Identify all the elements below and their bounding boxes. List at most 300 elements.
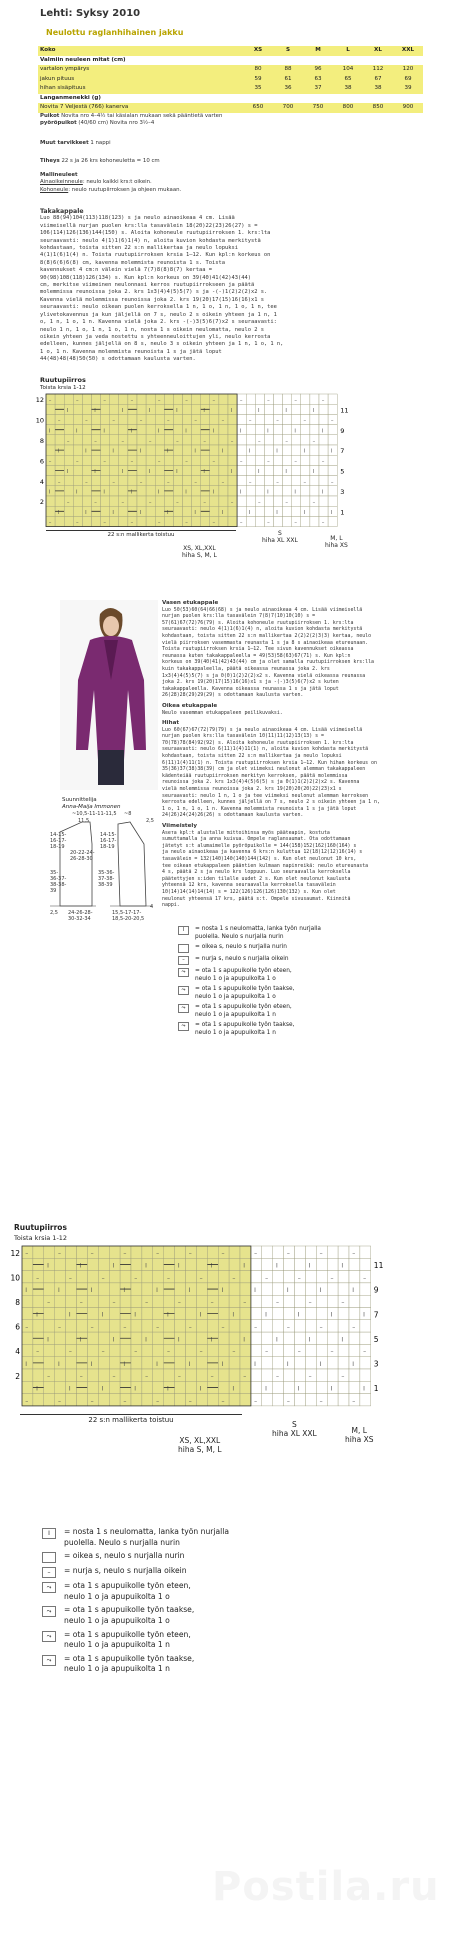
stitch-mark: –	[352, 1397, 356, 1405]
schem-body-side: 35- 36-37- 38-38- 39	[50, 870, 67, 894]
chart-cell	[228, 465, 237, 475]
stitch-mark: –	[68, 1274, 72, 1282]
chart-cell	[301, 455, 310, 465]
stitch-mark: –	[156, 1324, 160, 1332]
chart-cell	[218, 1369, 229, 1381]
chart-cell	[22, 1308, 33, 1320]
chart-cell	[305, 1381, 316, 1393]
table-row: Novita 7 Veljestä (766) kanerva 650 700 750 800 850 900	[38, 103, 423, 113]
chart-cell	[310, 425, 319, 435]
table-row: jakun pituus 59 61 63 65 67 69	[38, 75, 423, 85]
chart-cell	[264, 425, 273, 435]
chart-cell	[305, 1357, 316, 1369]
chart-cell	[82, 435, 91, 445]
stitch-mark: –	[57, 479, 61, 486]
stitch-mark: I	[134, 1311, 137, 1319]
stitch-mark: –	[57, 418, 61, 425]
row-label: 10	[35, 416, 44, 425]
chart-cell	[73, 425, 82, 435]
chart-cell	[142, 1394, 153, 1406]
stitch-mark: –	[221, 1250, 225, 1258]
chart-cell	[64, 455, 73, 465]
stitch-mark: –	[239, 397, 243, 404]
chart-cell	[33, 1394, 44, 1406]
chart-cell	[142, 1320, 153, 1332]
stitch-mark: –	[121, 499, 125, 506]
chart-cell	[360, 1283, 371, 1295]
chart-cell	[316, 1381, 327, 1393]
chart-cell	[327, 1295, 338, 1307]
stitch-mark: I	[112, 509, 114, 516]
stitch-mark: –	[188, 1397, 192, 1405]
chart-cell	[305, 1332, 316, 1344]
chart-cell	[310, 455, 319, 465]
stitch-symbol-icon: I	[42, 1528, 56, 1539]
chart-cell	[183, 404, 192, 414]
text-line: päätettyjen s:iden tilalle uudet 2 s. Kun olet neulonut kaulusta	[162, 875, 351, 882]
left-front-instructions: Vasen etukappale Luo 50(53)60(64)66(68) s ja neulo ainaoikeaa 4 cm. Lisää viimeisellä nurjan puolen krs:lla tasavälein 7(8)7(10)10(10) s = 57(61)67(72)76(79) s. Aloita kohoneule ruutupiirroksen 1. krs:lta seuraavasti: neulo 4(1)1(6)1(4) n, aloita kuvion kohdasta merkitystä kohdastaan, toista sitten 22 s:n mallikertaa 2(2)2(2)3(3) kertaa, neulo vielä piirroksen vasemmasta reunasta 1 s ja 8 s ainaoikeaa etureunaan. Toista ruutupiirroksen krsia 1–12. Tee sivun kavennukset oikeassa reunassa kuten takakappaleella = 49(53)58(63)67(71) s. Kun kpl:n korkeus on 39(40)41(42)43(44) cm ja olet samalla ruutupiirroksen krs:lla kuin takakappaleella, päätä oikeassa reunassa joka 2. krs 1x3(4)4(5)5(7) s ja 0(0)1(2)2(2)x2 s. Kavenna vielä oikeassa reunassa joka 2. krs 19(20)17(15)16(16)x1 s ja -(-)3(5)6(7)x2 s kuten takakappaleella. Kavenna oikeassa reunassa 1 s ja jätä loput 26(28)28(29)29(29) s odottamaan kaulusta varten. Oikea etukappale Neulo vasemman etukappaleen peilikuvaksi. Hihat Luo 60(67)67(72)79(79) s ja neulo ainaoikeaa 4 cm. Lisää viimeisellä nurjan puolen krs:lla tasavälein 10(11)11(12)13(13) s = 70(78)78(84)92(92) s. Aloita kohoneule ruutupiirroksen 1. krs:lta seuraavasti: neulo 6(11)1(4)11(1) n, aloita kuvion kohdasta merkitystä kohdastaan, toista sitten 22 s:n mallikertaa ja neulo lopuksi 6(11)1(4)11(1) n. Toista ruutupiirroksen krsia 1–12. Kun hihan korkeus on 35(36)37(38)38(39) cm ja olet viimeksi neulonut alemman takakappaleen kädenteiää ruutupiirroksen merkityn kerroksen, päätä molemmissa reunoissa joka 2. krs 1x3(4)4(5)6(5) s ja 0(1)1(2)2(2)x2 s. Kavenna vielä molemmissa reunoissa joka 2. krs 19(20)20(20)22(23)x1 s seuraavasti: neulo 1 n, 1 o ja tee viimeksi neulonut alemman kerroksen kerrosta edelleen, kunnes jäljellä on 7 s, neulo 2 s oikein yhteen ja 1 n, 1 o, 1 n, 1 o, 1 n. Kavenna molemmista reunoista 1 s ja jätä loput 24(26)24(24)26(26) s odottamaan kaulusta varten. Viimeistely Asета kpl:t alustalle mittoihinsa myös pääteapin, kostuta sumuttamalla ja anna kuivua. Ompele raglansaumat. Ota odottamaan jätetyt s:t alumaimelle pyöröpuikolle = 144(158)152(162)160(164) s ja neulo ainaoikeaa ja kavenna 6 krs:n kuluttua 12(18)12(12)16(14) s tasavälein = 132(140)140(140)144(142) s. Kun olet neulonut 10 krs, tee oikean etukappaleen pääntien kulmaan napinreikä: neulo etureunasta 4 s, päätä 2 s ja neulo krs loppuun. Luo seuraavalla kerroksella päätettyjen s:iden tilalle uudet 2 s. Kun olet neulonut kaulusta yhteensä 12 krs, kavenna seuraavalla kerroksella tasavälein 10(14)14(14)14(14) s = 122(126)126(126)130(132) s. Kun olet neulonut yhteensä 17 krs, päätä s:t. Ompele sivusaumat. Kiinnitä nappi.	[162, 600, 407, 909]
stitch-mark: –	[112, 1299, 116, 1307]
chart-cell	[328, 455, 337, 465]
chart-cell	[274, 506, 283, 516]
chart-cell	[273, 1357, 284, 1369]
chart-cell	[264, 465, 273, 475]
chart-cell	[109, 1283, 120, 1295]
chart-cell	[310, 414, 319, 424]
chart-cell	[240, 1308, 251, 1320]
chart-cell	[153, 1308, 164, 1320]
chart-cell	[137, 455, 146, 465]
stitch-mark: I	[79, 1336, 82, 1344]
legend-item: ⤳ = ota 1 s apupuikolle työn eteen, neulo 1 o ja apupuikolta 1 n	[42, 1630, 302, 1651]
chart-cell	[153, 1369, 164, 1381]
chart-cell	[240, 1258, 251, 1270]
stitch-mark: I	[166, 1311, 169, 1319]
chart-cell	[98, 1308, 109, 1320]
legend-item: ⤳ = ota 1 s apupuikolle työn taakse, neulo 1 o ja apupuikolta 1 n	[42, 1654, 302, 1675]
stitch-mark: I	[121, 469, 124, 476]
stitch-mark: I	[157, 428, 160, 435]
chart-cell	[240, 1344, 251, 1356]
chart-cell	[301, 394, 310, 404]
chart-cell	[262, 1381, 273, 1393]
chart-cell	[22, 1258, 33, 1270]
chart-cell	[183, 435, 192, 445]
chart2-repeat: 22 s:n mallikerta toistuu	[20, 1410, 242, 1424]
stitch-mark: –	[36, 1348, 40, 1356]
text-line: reunoissa joka 2. krs 1x3(4)4(5)6(5) s ja 0(1)1(2)2(2)x2 s. Kavenna	[162, 779, 360, 786]
stitch-mark: I	[210, 1336, 213, 1344]
stitch-mark: –	[79, 1373, 83, 1381]
chart-cell	[338, 1357, 349, 1369]
chart-cell	[110, 445, 119, 455]
chart-cell	[55, 1381, 66, 1393]
chart-cell	[327, 1332, 338, 1344]
stitch-mark: I	[185, 428, 187, 435]
stitch-mark: I	[212, 489, 215, 496]
chart-cell	[183, 486, 192, 496]
stitch-mark: I	[188, 1360, 191, 1368]
chart-cell	[98, 1283, 109, 1295]
stitch-mark: I	[297, 1385, 300, 1393]
chart-cell	[360, 1394, 371, 1406]
stitch-mark: I	[130, 489, 133, 496]
stitch-mark: –	[130, 458, 134, 465]
chart-cell	[153, 1271, 164, 1283]
chart-cell	[301, 465, 310, 475]
stitch-mark: I	[239, 428, 242, 435]
chart-cell	[131, 1308, 142, 1320]
chart-cell	[146, 465, 155, 475]
chart-cell	[255, 465, 264, 475]
chart-cell	[301, 435, 310, 445]
text-line: takakappaleella. Kavenna oikeassa reunassa 1 s ja jätä loput	[162, 685, 339, 692]
stitch-mark: –	[57, 1397, 61, 1405]
chart-cell	[119, 404, 128, 414]
chart-cell	[219, 394, 228, 404]
chart-cell	[229, 1357, 240, 1369]
stitch-mark: I	[308, 1262, 311, 1270]
chart-cell	[283, 394, 292, 404]
stitch-mark: –	[199, 1348, 203, 1356]
text-line: nurjan puolen krs:lla tasavälein 10(11)11(12)13(13) s =	[162, 733, 324, 740]
chart-cell	[192, 455, 201, 465]
stitch-mark: –	[103, 397, 106, 404]
stitch-mark: –	[166, 1274, 170, 1282]
text-line: seuraavasti: neulo 6(11)1(4)11(1) n, aloita kuvion kohdasta merkitystä	[162, 746, 369, 753]
stitch-mark: I	[57, 509, 60, 516]
chart-cell	[228, 516, 237, 526]
chart-cell	[192, 425, 201, 435]
chart-cell	[264, 496, 273, 506]
chart-cell	[186, 1258, 197, 1270]
chart-cell	[146, 506, 155, 516]
chart-cell	[219, 455, 228, 465]
stitch-mark: –	[112, 418, 116, 425]
chart-cell	[44, 1308, 55, 1320]
chart-cell	[295, 1246, 306, 1258]
text-line: 8(8)6(6)6(8) cm, kavenna molemmista reunoista 1 s. Toista	[40, 259, 225, 266]
stitch-mark: I	[230, 469, 233, 476]
patterns-info: Mallineuleet Ainaoikeinneule: neulo kaikki krs:t oikein. Kohoneule: neulo ruutupiirroksen ja ohjeen mukaan.	[40, 172, 182, 193]
chart-cell	[142, 1332, 153, 1344]
text-line: kädenteiää ruutupiirroksen merkityn kerroksen, päätä molemmissa	[162, 772, 348, 779]
chart-cell	[328, 445, 337, 455]
chart-cell	[338, 1283, 349, 1295]
chart-cell	[82, 455, 91, 465]
chart-cell	[196, 1295, 207, 1307]
stitch-mark: –	[286, 1324, 290, 1332]
chart-cell	[228, 425, 237, 435]
chart-cell	[273, 1381, 284, 1393]
chart-cell	[183, 465, 192, 475]
chart-cell	[201, 455, 210, 465]
stitch-mark: –	[285, 499, 288, 506]
chart-cell	[183, 476, 192, 486]
stitch-mark: –	[303, 418, 307, 425]
row-label: 11	[373, 1261, 384, 1271]
row-label: 8	[15, 1298, 20, 1308]
chart-cell	[186, 1369, 197, 1381]
chart-cell	[110, 486, 119, 496]
chart-cell	[64, 445, 73, 455]
chart-cell	[33, 1246, 44, 1258]
chart-cell	[183, 496, 192, 506]
chart-cell	[119, 414, 128, 424]
stitch-mark: I	[148, 469, 151, 476]
chart-cell	[264, 404, 273, 414]
chart-cell	[142, 1344, 153, 1356]
chart-cell	[131, 1332, 142, 1344]
chart-cell	[109, 1271, 120, 1283]
chart-cell	[310, 476, 319, 486]
chart-cell	[73, 414, 82, 424]
chart-cell	[255, 476, 264, 486]
stitch-mark: –	[330, 418, 334, 425]
chart-cell	[210, 435, 219, 445]
chart-cell	[109, 1258, 120, 1270]
chart-cell	[98, 1258, 109, 1270]
chart-cell	[219, 404, 228, 414]
stitch-mark: I	[330, 509, 333, 516]
stitch-mark: I	[57, 448, 60, 455]
chart-cell	[142, 1308, 153, 1320]
chart-cell	[87, 1332, 98, 1344]
chart-cell	[55, 394, 64, 404]
text-line: ja neulo ainaoikeaa ja kavenna 6 krs:n kuluttua 12(18)12(12)16(14) s	[162, 849, 363, 856]
chart-cell	[175, 1271, 186, 1283]
chart-cell	[295, 1320, 306, 1332]
chart-cell	[192, 394, 201, 404]
chart-cell	[246, 394, 255, 404]
stitch-mark: I	[177, 1262, 180, 1270]
stitch-mark: I	[303, 448, 306, 455]
chart-cell	[316, 1283, 327, 1295]
chart-cell	[218, 1344, 229, 1356]
chart-cell	[173, 465, 182, 475]
chart-cell	[305, 1258, 316, 1270]
stitch-mark: –	[352, 1324, 356, 1332]
chart-cell	[264, 435, 273, 445]
back-lines	[40, 215, 430, 363]
chart-cell	[301, 506, 310, 516]
chart-cell	[101, 445, 110, 455]
chart-cell	[153, 1258, 164, 1270]
chart-cell	[251, 1332, 262, 1344]
chart-cell	[349, 1332, 360, 1344]
chart-cell	[22, 1369, 33, 1381]
chart-cell	[251, 1357, 262, 1369]
chart-cell	[360, 1369, 371, 1381]
chart-cell	[55, 1344, 66, 1356]
stitch-mark: –	[47, 1299, 51, 1307]
chart-cell	[173, 476, 182, 486]
chart-cell	[262, 1295, 273, 1307]
stitch-mark: –	[156, 1250, 160, 1258]
stitch-mark: –	[330, 479, 334, 486]
chart-cell	[316, 1271, 327, 1283]
stitch-mark: –	[130, 397, 134, 404]
text-line: sumuttamalla ja anna kuivua. Ompele raglansaumat. Ota odottamaan	[162, 836, 351, 843]
chart-cell	[283, 414, 292, 424]
chart-cell	[120, 1295, 131, 1307]
chart-cell	[146, 425, 155, 435]
chart-cell	[155, 414, 164, 424]
chart-cell	[229, 1295, 240, 1307]
stitch-mark: I	[294, 489, 296, 496]
schem-left: 14-15- 16-17- 18-19	[50, 832, 67, 850]
stitch-mark: –	[57, 1250, 61, 1258]
stitch-mark: I	[258, 407, 260, 414]
chart-cell	[186, 1344, 197, 1356]
text-line: kuin takakappaleella, päätä oikeassa reunassa joka 2. krs	[162, 665, 330, 672]
stitch-mark: –	[176, 438, 179, 445]
stitch-mark: I	[176, 469, 178, 476]
chart-cell	[33, 1369, 44, 1381]
chart-cell	[327, 1258, 338, 1270]
chart-cell	[66, 1332, 77, 1344]
chart-cell	[87, 1381, 98, 1393]
chart-cell	[251, 1258, 262, 1270]
chart-cell	[22, 1357, 33, 1369]
stitch-mark: –	[308, 1373, 312, 1381]
text-line: seuraavasti: neulo 4(1)1(6)1(4) n, aloita kuvion kohdasta merkitystä	[40, 237, 261, 244]
chart-cell	[283, 455, 292, 465]
chart-cell	[73, 404, 82, 414]
stitch-mark: –	[258, 499, 261, 506]
stitch-mark: –	[276, 418, 279, 425]
chart-cell	[87, 1295, 98, 1307]
stitch-mark: I	[352, 1287, 355, 1295]
stitch-mark: I	[276, 509, 278, 516]
stitch-mark: I	[145, 1336, 147, 1344]
chart-cell	[316, 1344, 327, 1356]
chart-cell	[328, 394, 337, 404]
stitch-mark: I	[286, 1360, 289, 1368]
chart-cell	[155, 506, 164, 516]
chart-cell	[295, 1369, 306, 1381]
chart-cell	[310, 506, 319, 516]
stitch-mark: –	[330, 1348, 334, 1356]
stitch-mark: I	[248, 448, 251, 455]
chart-cell	[192, 465, 201, 475]
chart-cell	[153, 1295, 164, 1307]
chart-cell	[164, 1369, 175, 1381]
stitch-mark: I	[258, 469, 260, 476]
chart-cell	[319, 445, 328, 455]
stitch-mark: –	[286, 1250, 290, 1258]
stitch-symbol-icon	[178, 944, 189, 953]
chart-cell	[186, 1308, 197, 1320]
stitch-mark: –	[294, 520, 298, 527]
stitch-mark: I	[199, 1385, 202, 1393]
stitch-mark: I	[90, 1287, 93, 1295]
chart-cell	[251, 1295, 262, 1307]
chart-cell	[146, 404, 155, 414]
chart-cell	[284, 1332, 295, 1344]
row-label: 3	[340, 487, 345, 496]
chart-cell	[284, 1308, 295, 1320]
text-line: seuraavasti: neulo oikean puolen kerroksella 1 n, 1 o, 1 n, 1 o, 1 n, tee	[40, 304, 277, 311]
stitch-mark: –	[139, 418, 143, 425]
chart-cell	[155, 476, 164, 486]
chart-cell	[44, 1381, 55, 1393]
chart-cell	[92, 516, 101, 526]
row-label: 12	[35, 396, 44, 405]
chart-cell	[262, 1369, 273, 1381]
chart-cell	[251, 1344, 262, 1356]
stitch-mark: I	[221, 1287, 224, 1295]
stitch-mark: –	[230, 499, 234, 506]
stitch-mark: –	[79, 1299, 83, 1307]
stitch-mark: I	[352, 1360, 355, 1368]
stitch-mark: –	[157, 458, 161, 465]
chart-cell	[44, 1394, 55, 1406]
chart-cell	[101, 476, 110, 486]
stitch-mark: I	[294, 428, 296, 435]
chart-cell	[292, 496, 301, 506]
chart-cell	[228, 506, 237, 516]
stitch-mark: –	[121, 438, 125, 445]
chart-cell	[201, 476, 210, 486]
chart-cell	[349, 1344, 360, 1356]
chart-cell	[173, 486, 182, 496]
chart-cell	[283, 404, 292, 414]
size-table	[38, 46, 423, 113]
chart-cell	[327, 1381, 338, 1393]
chart-cell	[360, 1308, 371, 1320]
chart-subtitle: Toista krsia 1-12	[40, 385, 86, 391]
legend-item: = oikea s, neulo s nurjalla nurin	[178, 943, 378, 953]
stitch-mark: –	[243, 1373, 247, 1381]
chart-cell	[316, 1295, 327, 1307]
stitch-mark: I	[85, 509, 87, 516]
chart-cell	[128, 435, 137, 445]
stitch-mark: I	[101, 1385, 104, 1393]
chart-cell	[196, 1369, 207, 1381]
row-label: 8	[39, 436, 44, 445]
stitch-mark: –	[294, 458, 298, 465]
text-line: kohdastaan, toista sitten 22 s:n mallikertaa ja neulo lopuksi	[162, 753, 342, 760]
chart-cell	[73, 435, 82, 445]
stitch-mark: I	[185, 489, 187, 496]
chart-cell	[92, 455, 101, 465]
chart-cell	[229, 1381, 240, 1393]
chart-cell	[246, 486, 255, 496]
stitch-mark: –	[303, 479, 307, 486]
chart-cell	[64, 404, 73, 414]
chart-cell	[101, 414, 110, 424]
stitch-symbol-icon: –	[42, 1567, 56, 1578]
text-line: neulo 1 n, 1 o, 1 n, 1 o, 1 n, nosta 1 s oikein neulomatta, neulo 2 s	[40, 326, 264, 333]
chart-cell	[316, 1258, 327, 1270]
chart-cell	[349, 1357, 360, 1369]
pattern-title: Neulottu raglanhihainen jakku	[46, 28, 184, 37]
chart-cell	[77, 1271, 88, 1283]
stitch-mark: I	[166, 1385, 169, 1393]
chart-cell	[246, 496, 255, 506]
chart-cell	[120, 1271, 131, 1283]
chart-cell	[284, 1369, 295, 1381]
stitch-mark: –	[167, 479, 170, 486]
stitch-mark: I	[267, 489, 269, 496]
jacket-photo	[60, 600, 158, 790]
chart-cell	[119, 455, 128, 465]
stitch-mark: –	[312, 438, 316, 445]
chart-cell	[44, 1332, 55, 1344]
chart-cell	[22, 1381, 33, 1393]
stitch-mark: –	[148, 438, 152, 445]
